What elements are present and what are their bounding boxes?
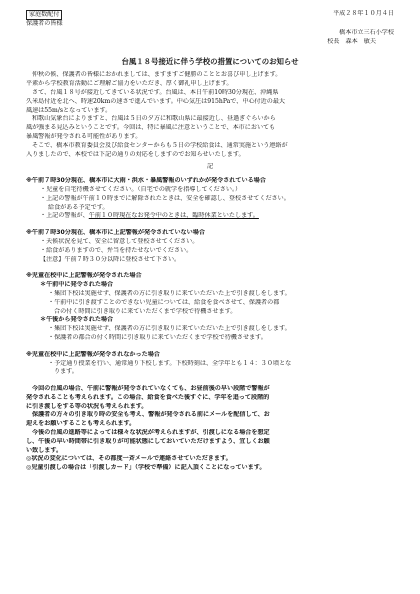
section-heading: ※児童在校中に上記警報が発令されなかった場合 [26,350,160,358]
closing-line: ◎状況の変化については、その都度一斉メールで連絡させていただきます。 [26,455,232,463]
header-row [26,10,394,20]
intro-line: 仲秋の候、保護者の皆様におかれましては、ますますご健勝のこととお喜び申し上げます。 [32,71,282,79]
list-item [26,212,394,221]
list-item: ります。 [54,368,78,376]
section-no-warning-in-school [26,351,394,377]
closing-line: い致します。 [26,446,63,454]
closing-line: 保護者の方々の引き取り時の安全も考え、警報が発令される前にメールを配信して、お [32,411,270,419]
closing-line: 今回の台風の場合、午前に警報が発令されていなくても、お昼前後の早い段階で警報が [32,385,270,393]
list-item: 【注意】午前７時３０分以降に登校させて下さい。 [40,255,181,263]
intro-line: さて、台風１８号が接近してきている状況です。台風は、本日午前10時30分現在、沖縄県 [32,88,279,96]
issue-date: 平成２８年１０月４日 [333,10,394,17]
closure-notice: 午前１０時現在なお発令中のときは、臨時休業といたします。 [88,212,259,220]
list-item-lead: ・上記の警報が、 [40,212,89,220]
intro-line: 入りましたので、本校では下記の通りの対応をしますのでお知らせいたします。 [26,150,245,158]
section-heading: ※午前７時30分現在、橋本市に上記警報が発令されていない場合 [26,229,205,237]
list-item: 合の付く時間に引き取りに来ていただくまで学校で待機させます。 [54,307,237,315]
closing-line: に引き渡しをする等の状況も考えられます。 [26,402,148,410]
list-item: ・保護者の都合の付く時間に引き取りに来ていただくまで学校で待機させます。 [48,333,267,341]
closing-line: 今後の台風の進路等によっては様々な状況が考えられますが、引渡しになる場合を想定 [32,429,270,437]
intro-line: 風速は55m/sとなっています。 [26,106,112,114]
recipient: 保護者の皆様 [26,20,63,27]
closing-line: 発令されることも考えられます。この場合、給食を食べた後すぐに、学年を追って段階的 [26,393,270,401]
ki-marker: 記 [206,163,214,171]
subsection-heading: ＊午後から発令された場合 [40,316,114,324]
principal-name: 校長 森本 敏夫 [327,37,376,45]
section-no-warning [26,229,394,264]
list-item: ・給食がありますので、弁当を持たせないでください。 [40,246,193,254]
intro-line: 久米島付近を北へ、時速20kmの速さで進んでいます。中心気圧は915hPaで、中心付近の最大 [26,97,286,105]
list-item: ・午前中に引き渡すことのできない児童については、給食を食べさせて、保護者の都 [48,298,280,306]
section-warning-7am [26,177,394,221]
section-heading: ※児童在校中に上記警報が発令された場合 [26,272,142,280]
intro-line: 和歌山気象台によりますと、台風は５日の夕方に和歌山県に最接近し、昼過ぎぐらいから [32,115,276,123]
closing-line: 迎えをお願いすることも考えられます。 [26,420,136,428]
distribution-stamp: 家庭数配付 [26,10,62,20]
school-name: 橋本市立三石小学校 [339,28,394,36]
intro-paragraph [26,71,394,159]
list-item: ・集団下校は実施せず、保護者の方に引き取りに来ていただいた上で引き渡しをします。 [48,325,291,333]
list-item: 給食がある予定です。 [48,203,109,211]
section-heading: ※午前７時30分現在、橋本市に大雨・洪水・暴風警報のいずれかが発令されている場合 [26,177,266,185]
list-item: ・天候状況を見て、安全に留意して登校させてください。 [40,237,199,245]
list-item: ・上記の警報が午前１０時までに解除されたときは、安全を確認し、登校させてください。 [40,194,290,202]
section-warning-in-school [26,272,394,342]
intro-line: 風が強まる見込みということです。今回は、特に暴風に注意ということで、本市においても [26,124,276,132]
intro-line: そこで、橋本市教育委員会及び給食センターからも５日の学校給食は、通常実施という連絡が [32,141,288,149]
list-item: ・予定通り授業を行い、通常通り下校します。下校時刻は、全学年とも１４：３０頃とな [48,359,292,367]
closing-line: し、午後の早い時間帯に引き取りが可能状態にしておいていただけますよう、宜しくお願 [26,437,270,445]
intro-line: 暴風警報が発令される可能性があります。 [26,132,142,140]
list-item: ・児童を自宅待機させてください。（自宅での就学を指導してください。） [40,185,242,193]
closing-paragraph [26,385,394,473]
document-title: 台風１８号接近に伴う学校の措置についてのお知らせ [121,57,299,67]
closing-line: ◎児童引渡しの場合は「引渡しカード」（学校で準備）に記入頂くことになっています。 [26,464,266,472]
intro-line: 平素から学校教育活動にご理解ご協力をいただき、厚く御礼申し上げます。 [26,80,233,88]
subsection-heading: ＊午前中に発令された場合 [40,281,114,289]
list-item: ・集団下校は実施せず、保護者の方に引き取りに来ていただいた上で引き渡しをします。 [48,289,291,297]
